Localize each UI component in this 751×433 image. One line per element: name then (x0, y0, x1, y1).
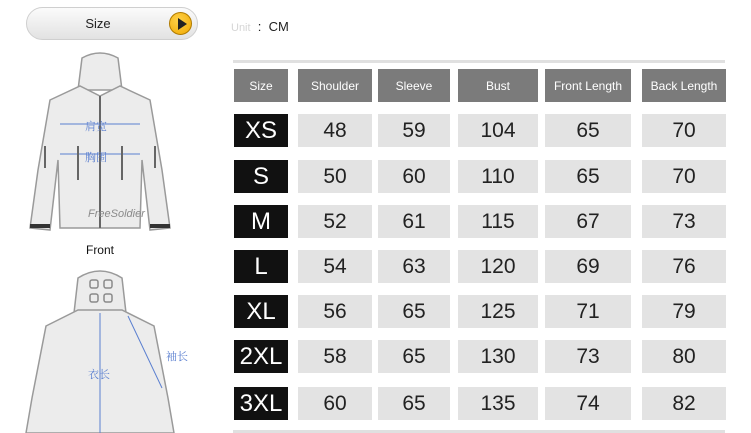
column-header-size: Size (234, 69, 288, 102)
unit-indicator (231, 19, 289, 34)
cell-3xl-shoulder: 60 (298, 387, 372, 420)
size-button-label: Size (85, 16, 111, 31)
cell-xs-bust: 104 (458, 114, 538, 147)
unit-prefix: Unit (231, 22, 251, 34)
cell-xl-bust: 125 (458, 295, 538, 328)
size-label-2xl: 2XL (234, 340, 288, 373)
size-label-l: L (234, 250, 288, 283)
front-annotation-bust: 胸围 (85, 152, 107, 164)
cell-xs-front-length: 65 (545, 114, 631, 147)
cell-m-shoulder: 52 (298, 205, 372, 238)
cell-s-shoulder: 50 (298, 160, 372, 193)
unit-separator: : (257, 19, 262, 34)
cell-xs-shoulder: 48 (298, 114, 372, 147)
cell-s-bust: 110 (458, 160, 538, 193)
size-label-xl: XL (234, 295, 288, 328)
cell-xl-sleeve: 65 (378, 295, 450, 328)
column-header-front-length: Front Length (545, 69, 631, 102)
size-label-3xl: 3XL (234, 387, 288, 420)
cell-2xl-bust: 130 (458, 340, 538, 373)
cell-3xl-front-length: 74 (545, 387, 631, 420)
jacket-front-illustration (10, 50, 190, 236)
cell-s-sleeve: 60 (378, 160, 450, 193)
cell-xs-sleeve: 59 (378, 114, 450, 147)
cell-s-front-length: 65 (545, 160, 631, 193)
cell-2xl-front-length: 73 (545, 340, 631, 373)
back-annotation-length: 衣长 (88, 369, 110, 381)
cell-l-back-length: 76 (642, 250, 726, 283)
cell-l-sleeve: 63 (378, 250, 450, 283)
cell-m-front-length: 67 (545, 205, 631, 238)
cell-l-bust: 120 (458, 250, 538, 283)
cell-2xl-sleeve: 65 (378, 340, 450, 373)
jacket-back-illustration (10, 268, 190, 433)
size-label-s: S (234, 160, 288, 193)
front-view-label: Front (85, 243, 114, 257)
cell-l-shoulder: 54 (298, 250, 372, 283)
cell-xs-back-length: 70 (642, 114, 726, 147)
cell-2xl-back-length: 80 (642, 340, 726, 373)
cell-3xl-bust: 135 (458, 387, 538, 420)
cell-3xl-sleeve: 65 (378, 387, 450, 420)
column-header-sleeve: Sleeve (378, 69, 450, 102)
cell-m-bust: 115 (458, 205, 538, 238)
cell-m-back-length: 73 (642, 205, 726, 238)
cell-xl-front-length: 71 (545, 295, 631, 328)
column-header-shoulder: Shoulder (298, 69, 372, 102)
cell-s-back-length: 70 (642, 160, 726, 193)
front-annotation-shoulder: 肩宽 (85, 121, 107, 133)
size-button[interactable] (26, 7, 198, 40)
column-header-back-length: Back Length (642, 69, 726, 102)
column-header-bust: Bust (458, 69, 538, 102)
cell-m-sleeve: 61 (378, 205, 450, 238)
size-label-xs: XS (234, 114, 288, 147)
play-icon[interactable] (169, 12, 192, 35)
cell-xl-back-length: 79 (642, 295, 726, 328)
cell-2xl-shoulder: 58 (298, 340, 372, 373)
size-label-m: M (234, 205, 288, 238)
table-top-divider (233, 60, 725, 63)
unit-value: CM (268, 19, 289, 34)
cell-xl-shoulder: 56 (298, 295, 372, 328)
watermark-text: FreeSoldier (88, 208, 145, 220)
cell-l-front-length: 69 (545, 250, 631, 283)
cell-3xl-back-length: 82 (642, 387, 726, 420)
back-annotation-sleeve: 袖长 (166, 351, 188, 363)
